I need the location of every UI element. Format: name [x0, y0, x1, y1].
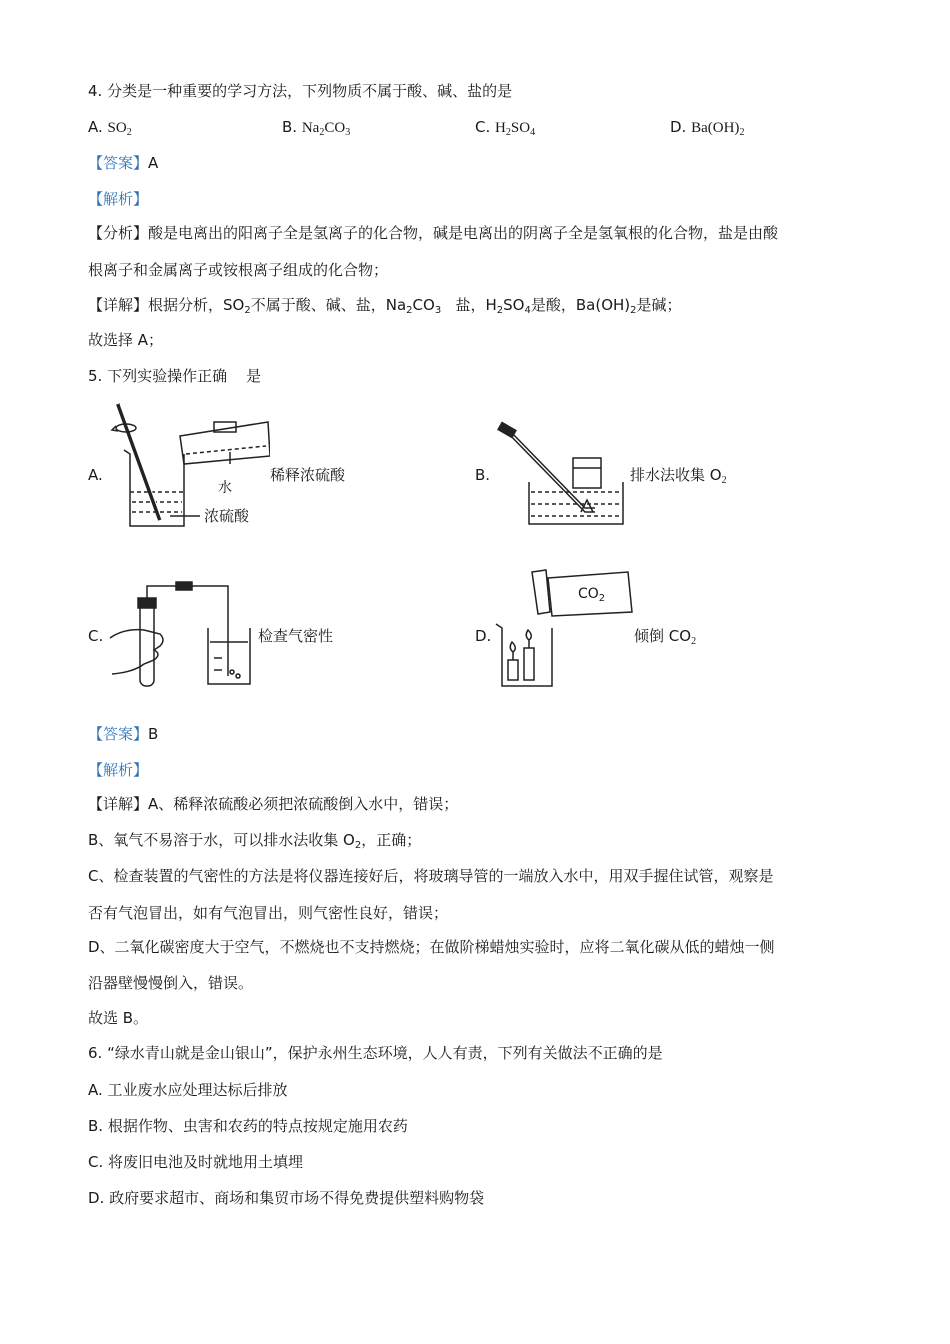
q6-option-b: B. 根据作物、虫害和农药的特点按规定施用农药: [88, 1117, 408, 1135]
fig-d-caption: 倾倒 $CO_2$: [634, 627, 697, 647]
q5-line-a: 【详解】A、稀释浓硫酸必须把浓硫酸倒入水中，错误；: [88, 795, 459, 813]
q4-option-b: B. $Na_2CO_3$: [282, 118, 351, 138]
fig-a-water-label: 水: [218, 480, 232, 496]
answer-tag: 【答案】: [88, 154, 149, 172]
q4-option-c: C. $H_2SO_4$: [475, 118, 536, 138]
q6-option-d: D. 政府要求超市、商场和集贸市场不得免费提供塑料购物袋: [88, 1189, 485, 1207]
q4-answer: 【答案】A: [88, 154, 159, 172]
q5-line-d2: 沿器壁慢慢倒入，错误。: [88, 974, 254, 992]
q5-fig-b-letter: B.: [475, 466, 491, 484]
q4-option-d: D. $Ba(OH)_2$: [670, 118, 745, 138]
q4-conclusion: 故选择 A；: [88, 331, 164, 349]
q6-option-a: A. 工业废水应处理达标后排放: [88, 1081, 288, 1099]
fig-a-acid-label: 浓硫酸: [204, 507, 250, 525]
q5-fig-a-letter: A.: [88, 466, 103, 484]
q4-fenxi-1: 【分析】酸是电离出的阳离子全是氢离子的化合物，碱是电离出的阴离子全是氢氧根的化合物，盐是由酸: [88, 224, 779, 242]
q5-answer: 【答案】B: [88, 725, 159, 743]
fig-c-caption: 检查气密性: [258, 627, 334, 645]
q5-line-c1: C、检查装置的气密性的方法是将仪器连接好后，将玻璃导管的一端放入水中，用双手握住试管，观察是: [88, 867, 774, 885]
q4-analysis-tag: 【解析】: [88, 190, 149, 208]
fig-d-bottle-label: $CO_2$: [578, 586, 606, 604]
q5-line-b: B、氧气不易溶于水，可以排水法收集 $O_2$，正确；: [88, 831, 422, 851]
q5-stem: 5. 下列实验操作正确 是: [88, 367, 262, 385]
q4-stem: 4. 分类是一种重要的学习方法，下列物质不属于酸、碱、盐的是: [88, 82, 513, 100]
q4-xiangjie: 【详解】根据分析，$SO_2$不属于酸、碱、盐，$Na_2CO_3$ 盐，$H_2SO_4$是酸，$Ba(OH)_2$是碱；: [88, 296, 682, 316]
fig-b-gas-collection-diagram: [495, 420, 630, 530]
q5-conclusion: 故选 B。: [88, 1009, 149, 1027]
fig-b-caption: 排水法收集 $O_2$: [630, 466, 727, 486]
q6-stem: 6. “绿水青山就是金山银山”，保护永州生态环境，人人有责，下列有关做法不正确的是: [88, 1044, 663, 1062]
q5-line-c2: 否有气泡冒出，如有气泡冒出，则气密性良好，错误；: [88, 904, 449, 922]
fig-c-airtightness-diagram: [104, 580, 254, 690]
fig-d-pour-co2-diagram: [494, 564, 634, 692]
q4-option-a: A. $SO_2$: [88, 118, 132, 138]
q4-fenxi-2: 根离子和金属离子或铵根离子组成的化合物；: [88, 261, 389, 279]
fig-a-caption: 稀释浓硫酸: [270, 466, 346, 484]
q5-analysis-tag: 【解析】: [88, 761, 149, 779]
q5-line-d1: D、二氧化碳密度大于空气，不燃烧也不支持燃烧；在做阶梯蜡烛实验时，应将二氧化碳从低的蜡烛一侧: [88, 938, 775, 956]
q5-fig-c-letter: C.: [88, 627, 104, 645]
q6-option-c: C. 将废旧电池及时就地用土填埋: [88, 1153, 304, 1171]
q5-fig-d-letter: D.: [475, 627, 492, 645]
